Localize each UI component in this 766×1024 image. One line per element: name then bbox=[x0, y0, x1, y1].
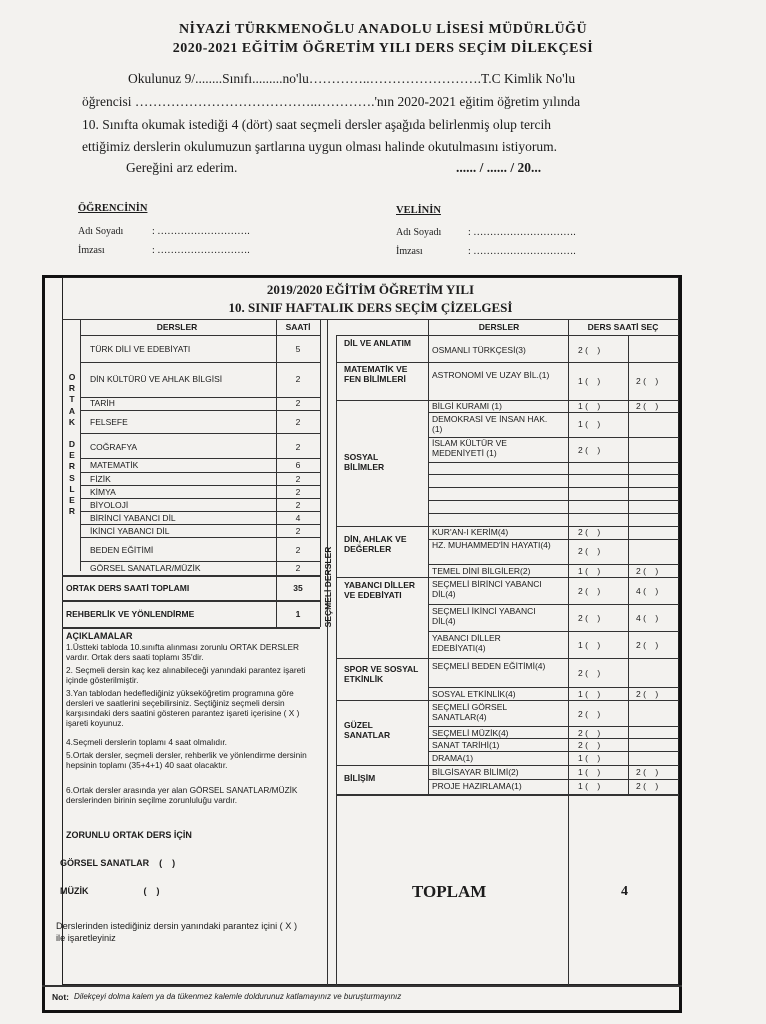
elective-course: BİLGİ KURAMI (1) bbox=[432, 401, 502, 411]
rehberlik-hours: 1 bbox=[295, 609, 301, 619]
left-header-dersler: DERSLER bbox=[156, 322, 198, 332]
notes-title: AÇIKLAMALAR bbox=[66, 631, 133, 641]
ortak-course: BİRİNCİ YABANCI DİL bbox=[90, 513, 176, 523]
elective-course: SEÇMELİ GÖRSEL SANATLAR(4) bbox=[432, 702, 507, 722]
option-checkbox[interactable]: 2 ( ) bbox=[636, 376, 659, 386]
elective-course: OSMANLI TÜRKÇESİ(3) bbox=[432, 345, 526, 355]
petition-title: 2020-2021 EĞİTİM ÖĞRETİM YILI DERS SEÇİM DİLEKÇESİ bbox=[172, 41, 594, 56]
option-checkbox[interactable]: 1 ( ) bbox=[578, 376, 601, 386]
instruction-text: Derslerinden istediğiniz dersin yanındaki parantez içini ( X ) ile işaretleyiniz bbox=[56, 921, 298, 943]
ortak-total-value: 35 bbox=[293, 583, 303, 593]
total-label: TOPLAM bbox=[412, 882, 487, 901]
elective-course: SEÇMELİ MÜZİK(4) bbox=[432, 728, 509, 738]
gorsel-sanatlar-checkbox[interactable]: GÖRSEL SANATLAR ( ) bbox=[60, 858, 176, 868]
elective-course: DRAMA(1) bbox=[432, 753, 474, 763]
ortak-hours: 2 bbox=[295, 487, 301, 497]
ortak-course: FİZİK bbox=[90, 474, 111, 484]
ortak-course: COĞRAFYA bbox=[90, 442, 138, 452]
ortak-course: BİYOLOJİ bbox=[90, 500, 129, 510]
elective-course: YABANCI DİLLER EDEBİYATI(4) bbox=[432, 633, 501, 653]
ortak-total-label: ORTAK DERS SAATİ TOPLAMI bbox=[66, 583, 190, 593]
petition-line-1: Okulunuz 9/........Sınıfı.........no'lu…………..…………………….T.C Kimlik No'lu bbox=[128, 71, 576, 86]
elective-course: TEMEL DİNİ BİLGİLER(2) bbox=[432, 566, 531, 576]
option-checkbox[interactable]: 2 ( ) bbox=[636, 781, 659, 791]
ortak-hours: 2 bbox=[295, 442, 301, 452]
note-3: 3.Yan tablodan hedeflediğiniz yükseköğretim programına göre dersleri ve saatlerini seçebilirsiniz. Seçtiğiniz seçmeli dersin karşısındaki ders saatini gösteren parantez işareti içerisine ( X ) işareti koyunuz. bbox=[66, 688, 300, 728]
option-checkbox[interactable]: 2 ( ) bbox=[578, 345, 601, 355]
secmeli-dersler-vertical-label: SEÇMELİ DERSLER bbox=[323, 546, 333, 628]
ortak-hours: 2 bbox=[295, 374, 301, 384]
ortak-course: MATEMATİK bbox=[90, 460, 139, 470]
student-sign-label: İmzası bbox=[78, 245, 105, 256]
option-checkbox[interactable]: 2 ( ) bbox=[636, 767, 659, 777]
footer-note-label: Not: bbox=[52, 992, 69, 1002]
right-header-dersler: DERSLER bbox=[478, 322, 520, 332]
table-title-1: 2019/2020 EĞİTİM ÖĞRETİM YILI bbox=[266, 282, 475, 297]
elective-course: DEMOKRASİ VE İNSAN HAK.(1) bbox=[432, 414, 548, 434]
zorunlu-title: ZORUNLU ORTAK DERS İÇİN bbox=[66, 830, 192, 840]
group-din-ahlak: DİN, AHLAK VE DEĞERLER bbox=[344, 534, 407, 554]
option-checkbox[interactable]: 1 ( ) bbox=[578, 401, 601, 411]
ortak-course: TÜRK DİLİ VE EDEBİYATI bbox=[90, 344, 191, 354]
elective-course: PROJE HAZIRLAMA(1) bbox=[432, 781, 522, 791]
ortak-course: FELSEFE bbox=[90, 417, 128, 427]
option-checkbox[interactable]: 2 ( ) bbox=[636, 640, 659, 650]
petition-line-4: ettiğimiz derslerin okulumuzun şartlarına uygun olması halinde okutulmasını istiyorum. bbox=[82, 139, 558, 154]
parent-sign-field[interactable]: : …………………………. bbox=[468, 246, 576, 257]
option-checkbox[interactable]: 1 ( ) bbox=[578, 419, 601, 429]
option-checkbox[interactable]: 2 ( ) bbox=[636, 401, 659, 411]
ortak-course: İKİNCİ YABANCI DİL bbox=[90, 526, 170, 536]
note-5: 5.Ortak dersler, seçmeli dersler, rehberlik ve yönlendirme dersinin hepsinin toplamı (35+4+1) 40 saat olacaktır. bbox=[66, 750, 307, 770]
ortak-course: BEDEN EĞİTİMİ bbox=[90, 545, 154, 555]
option-checkbox[interactable]: 1 ( ) bbox=[578, 689, 601, 699]
option-checkbox[interactable]: 1 ( ) bbox=[578, 781, 601, 791]
group-matematik-fen: MATEMATİK VE FEN BİLİMLERİ bbox=[344, 364, 408, 384]
option-checkbox[interactable]: 2 ( ) bbox=[578, 668, 601, 678]
option-checkbox[interactable]: 4 ( ) bbox=[636, 613, 659, 623]
ortak-hours: 2 bbox=[295, 500, 301, 510]
parent-name-label: Adı Soyadı bbox=[396, 227, 442, 238]
petition-line-3: 10. Sınıfta okumak istediği 4 (dört) saat seçmeli dersler aşağıda belirlenmiş olup tercih bbox=[82, 117, 551, 132]
ortak-hours: 2 bbox=[295, 545, 301, 555]
option-checkbox[interactable]: 1 ( ) bbox=[578, 753, 601, 763]
parent-signature-title: VELİNİN bbox=[396, 205, 441, 216]
muzik-checkbox[interactable]: MÜZİK ( ) bbox=[60, 886, 160, 896]
rehberlik-label: REHBERLİK VE YÖNLENDİRME bbox=[66, 609, 195, 619]
note-1: 1.Üstteki tabloda 10.sınıfta alınması zorunlu ORTAK DERSLER vardır. Ortak ders saati toplamı 35'dir. bbox=[66, 642, 300, 662]
elective-course: KUR'AN-I KERİM(4) bbox=[432, 527, 509, 537]
option-checkbox[interactable]: 1 ( ) bbox=[578, 566, 601, 576]
table-title-2: 10. SINIF HAFTALIK DERS SEÇİM ÇİZELGESİ bbox=[228, 300, 513, 315]
group-sosyal-bilimler: SOSYAL BİLİMLER bbox=[344, 452, 385, 472]
option-checkbox[interactable]: 2 ( ) bbox=[578, 586, 601, 596]
group-dil-anlatim: DİL VE ANLATIM bbox=[344, 338, 411, 348]
note-2: 2. Seçmeli dersin kaç kez alınabileceği yanındaki parantez işareti içinde gösterilmiştir. bbox=[66, 665, 306, 685]
option-checkbox[interactable]: 2 ( ) bbox=[578, 728, 601, 738]
option-checkbox[interactable]: 2 ( ) bbox=[636, 566, 659, 576]
option-checkbox[interactable]: 2 ( ) bbox=[578, 709, 601, 719]
group-bilisim: BİLİŞİM bbox=[344, 773, 376, 783]
option-checkbox[interactable]: 2 ( ) bbox=[578, 740, 601, 750]
elective-course: SEÇMELİ BİRİNCİ YABANCI DİL(4) bbox=[432, 579, 542, 599]
option-checkbox[interactable]: 2 ( ) bbox=[578, 527, 601, 537]
option-checkbox[interactable]: 2 ( ) bbox=[578, 546, 601, 556]
parent-sign-label: İmzası bbox=[396, 246, 423, 257]
elective-course: SOSYAL ETKİNLİK(4) bbox=[432, 689, 516, 699]
option-checkbox[interactable]: 4 ( ) bbox=[636, 586, 659, 596]
ortak-hours: 2 bbox=[295, 563, 301, 573]
ortak-hours: 2 bbox=[295, 417, 301, 427]
student-name-field[interactable]: : ………………………. bbox=[152, 226, 250, 237]
option-checkbox[interactable]: 2 ( ) bbox=[636, 689, 659, 699]
ortak-hours: 2 bbox=[295, 398, 301, 408]
elective-course: HZ. MUHAMMED'İN HAYATI(4) bbox=[432, 540, 551, 550]
ortak-course: TARİH bbox=[90, 398, 115, 408]
group-guzel-sanatlar: GÜZEL SANATLAR bbox=[344, 720, 391, 740]
elective-course: BİLGİSAYAR BİLİMİ(2) bbox=[432, 767, 519, 777]
option-checkbox[interactable]: 1 ( ) bbox=[578, 640, 601, 650]
elective-course: SEÇMELİ İKİNCİ YABANCI DİL(4) bbox=[432, 606, 536, 626]
ortak-hours: 2 bbox=[295, 526, 301, 536]
ortak-hours: 2 bbox=[295, 474, 301, 484]
student-signature-title: ÖĞRENCİNİN bbox=[78, 203, 148, 214]
option-checkbox[interactable]: 1 ( ) bbox=[578, 767, 601, 777]
parent-name-field[interactable]: : …………………………. bbox=[468, 227, 576, 238]
group-yabanci-diller: YABANCI DİLLER VE EDEBİYATI bbox=[344, 580, 415, 600]
elective-course: İSLAM KÜLTÜR VE MEDENİYETİ (1) bbox=[432, 438, 507, 458]
footer-note: Dilekçeyi dolma kalem ya da tükenmez kalemle doldurunuz katlamayınız ve buruşturmayınız bbox=[74, 992, 402, 1001]
student-sign-field[interactable]: : ………………………. bbox=[152, 245, 250, 256]
left-header-saati: SAATİ bbox=[285, 322, 311, 332]
petition-line-5: Gereğini arz ederim. bbox=[126, 160, 238, 175]
petition-line-2: öğrencisi …………………………………..………….'nın 2020-2021 eğitim öğretim yılında bbox=[82, 94, 581, 109]
school-title: NİYAZİ TÜRKMENOĞLU ANADOLU LİSESİ MÜDÜRLÜĞÜ bbox=[178, 22, 588, 37]
ortak-course: KİMYA bbox=[90, 487, 116, 497]
elective-course: SEÇMELİ BEDEN EĞİTİMİ(4) bbox=[432, 661, 546, 671]
right-header-saati: DERS SAATİ SEÇ bbox=[587, 322, 659, 332]
elective-course: SANAT TARİHİ(1) bbox=[432, 740, 500, 750]
student-name-label: Adı Soyadı bbox=[78, 226, 124, 237]
ortak-hours: 4 bbox=[295, 513, 301, 523]
ortak-hours: 5 bbox=[295, 344, 301, 354]
note-6: 6.Ortak dersler arasında yer alan GÖRSEL SANATLAR/MÜZİK derslerinden birinin seçilme zorunluluğu vardır. bbox=[66, 785, 298, 805]
ortak-dersler-vertical-label: O R T A K D E R S L E R bbox=[68, 372, 76, 517]
option-checkbox[interactable]: 2 ( ) bbox=[578, 613, 601, 623]
ortak-course: DİN KÜLTÜRÜ VE AHLAK BİLGİSİ bbox=[90, 374, 223, 384]
ortak-course: GÖRSEL SANATLAR/MÜZİK bbox=[90, 563, 201, 573]
total-value: 4 bbox=[621, 884, 628, 899]
note-4: 4.Seçmeli derslerin toplamı 4 saat olmalıdır. bbox=[66, 737, 227, 747]
petition-date: ...... / ...... / 20... bbox=[456, 160, 542, 175]
group-spor-sosyal: SPOR VE SOSYAL ETKİNLİK bbox=[344, 664, 419, 684]
elective-course: ASTRONOMİ VE UZAY BİL.(1) bbox=[432, 370, 550, 380]
option-checkbox[interactable]: 2 ( ) bbox=[578, 445, 601, 455]
ortak-hours: 6 bbox=[295, 460, 301, 470]
